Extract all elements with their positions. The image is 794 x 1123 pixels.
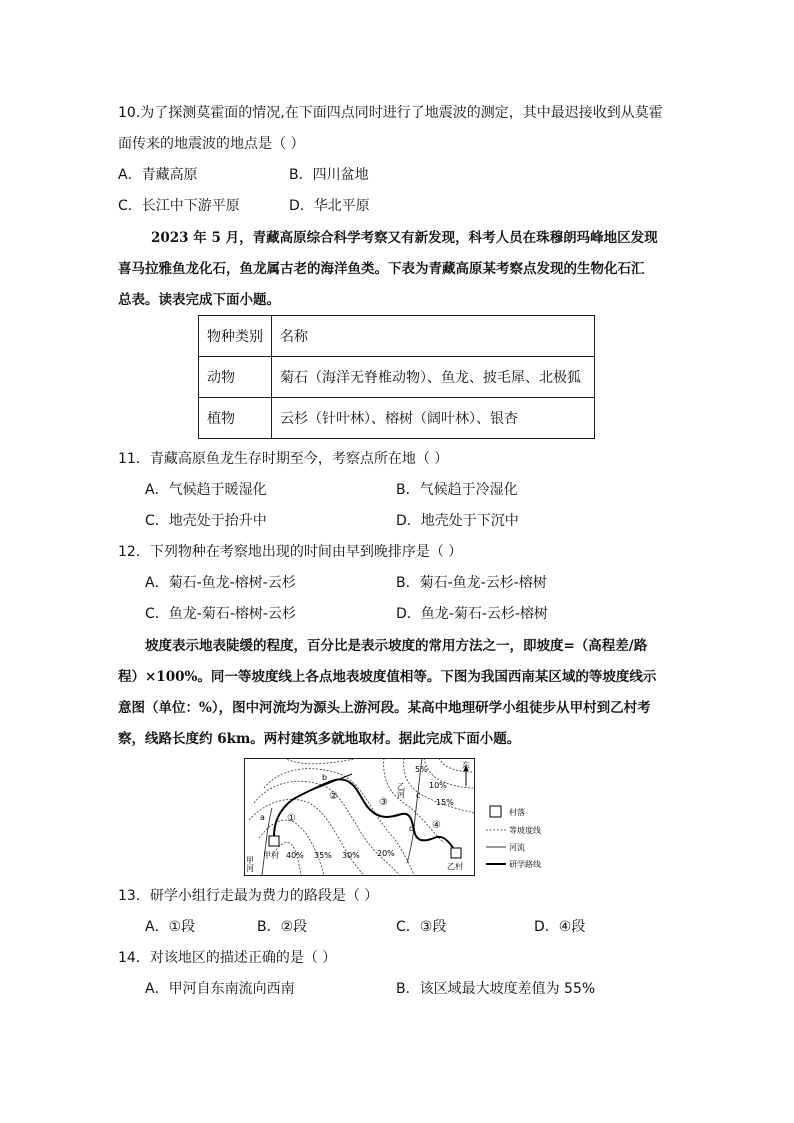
q13-option-c: C．③段: [396, 919, 447, 935]
contour-label: 20%: [377, 849, 395, 858]
q10-option-a: A．青藏高原: [118, 167, 198, 183]
material2-line4: 察，线路长度约 6km。两村建筑多就地取材。据此完成下面小题。: [118, 731, 521, 747]
contour-label: 15%: [436, 798, 454, 807]
segment-label: ③: [379, 797, 388, 808]
q10-option-c: C．长江中下游平原: [118, 198, 240, 214]
q12-option-d: D．鱼龙-菊石-云杉-榕树: [396, 606, 548, 622]
q11-option-d: D．地壳处于下沉中: [396, 513, 519, 529]
legend-label: 河流: [509, 843, 525, 852]
q14-stem: 14．对该地区的描述正确的是（ ）: [118, 950, 337, 966]
q13-option-b: B．②段: [257, 919, 308, 935]
north-label: 东: [462, 761, 470, 770]
q10-stem-line1: 10.为了探测莫霍面的情况,在下面四点同时进行了地震波的测定，其中最迟接收到从莫霍: [118, 105, 663, 121]
q13-option-d: D．④段: [534, 919, 586, 935]
river-label-jia: 甲河: [245, 856, 255, 872]
material1-line3: 总表。读表完成下面小题。: [118, 292, 280, 308]
q10-option-b: B．四川盆地: [289, 167, 369, 183]
q14-option-a: A．甲河自东南流向西南: [145, 981, 295, 997]
contour-label: 5%: [415, 765, 428, 774]
point-label: a: [260, 813, 265, 822]
legend-label: 等坡度线: [509, 826, 541, 835]
q14-option-b: B．该区域最大坡度差值为 55%: [396, 981, 596, 997]
table-header-cell: 物种类别: [199, 316, 272, 357]
table-cell: 菊石（海洋无脊椎动物）、鱼龙、披毛犀、北极狐: [272, 357, 595, 398]
table-header-cell: 名称: [272, 316, 595, 357]
slope-contour-map: [244, 758, 564, 876]
segment-label: ②: [329, 791, 338, 802]
q10-option-d: D．华北平原: [289, 198, 370, 214]
q11-option-b: B．气候趋于冷湿化: [396, 482, 518, 498]
legend-label: 研学路线: [509, 860, 541, 869]
village-jia-marker: [269, 836, 279, 846]
contour-label: 35%: [314, 851, 332, 860]
q12-option-b: B．菊石-鱼龙-云杉-榕树: [396, 575, 547, 591]
village-label-jia: 甲村: [263, 851, 279, 860]
legend-label: 村落: [509, 808, 525, 817]
table-row: [199, 357, 595, 398]
contour-label: 30%: [342, 851, 360, 860]
material2-line2: 程）×100%。同一等坡度线上各点地表坡度值相等。下图为我国西南某区域的等坡度线示: [118, 669, 657, 685]
q11-option-a: A．气候趋于暖湿化: [145, 482, 267, 498]
fossil-table: [198, 315, 595, 439]
table-header-row: [199, 316, 595, 357]
q12-option-c: C．鱼龙-菊石-榕树-云杉: [145, 606, 296, 622]
table-cell: 动物: [199, 357, 272, 398]
q13-option-a: A．①段: [145, 919, 196, 935]
q12-stem: 12．下列物种在考察地出现的时间由早到晚排序是（ ）: [118, 544, 463, 560]
q12-option-a: A．菊石-鱼龙-榕树-云杉: [145, 575, 296, 591]
contour-label: 10%: [429, 781, 447, 790]
q10-stem-line2: 面传来的地震波的地点是（ ）: [118, 136, 305, 152]
river-label-yi: 乙河: [396, 782, 406, 798]
q11-stem: 11．青藏高原鱼龙生存时期至今，考察点所在地（ ）: [118, 451, 449, 467]
material1-line1: 2023 年 5 月，青藏高原综合科学考察又有新发现，科考人员在珠穆朗玛峰地区发现: [151, 230, 658, 246]
material1-line2: 喜马拉雅鱼龙化石，鱼龙属古老的海洋鱼类。下表为青藏高原某考察点发现的生物化石汇: [118, 261, 645, 277]
table-cell: 云杉（针叶林）、榕树（阔叶林）、银杏: [272, 398, 595, 439]
table-cell: 植物: [199, 398, 272, 439]
segment-label: ①: [287, 813, 296, 824]
point-label: c: [416, 791, 421, 800]
contour-label: 40%: [286, 851, 304, 860]
village-yi-marker: [451, 848, 461, 858]
point-label: d: [409, 824, 415, 833]
table-row: [199, 398, 595, 439]
segment-label: ④: [432, 820, 441, 831]
q11-option-c: C．地壳处于抬升中: [145, 513, 267, 529]
material2-line3: 意图（单位：%），图中河流均为源头上游河段。某高中地理研学小组徒步从甲村到乙村考: [118, 700, 651, 716]
point-label: b: [322, 773, 328, 782]
legend-village-icon: [490, 806, 501, 817]
map-legend: [486, 806, 541, 869]
q13-stem: 13．研学小组行走最为费力的路段是（ ）: [118, 888, 379, 904]
village-label-yi: 乙村: [447, 862, 463, 871]
material2-line1: 坡度表示地表陡缓的程度，百分比是表示坡度的常用方法之一，即坡度=（高程差/路: [145, 638, 648, 654]
